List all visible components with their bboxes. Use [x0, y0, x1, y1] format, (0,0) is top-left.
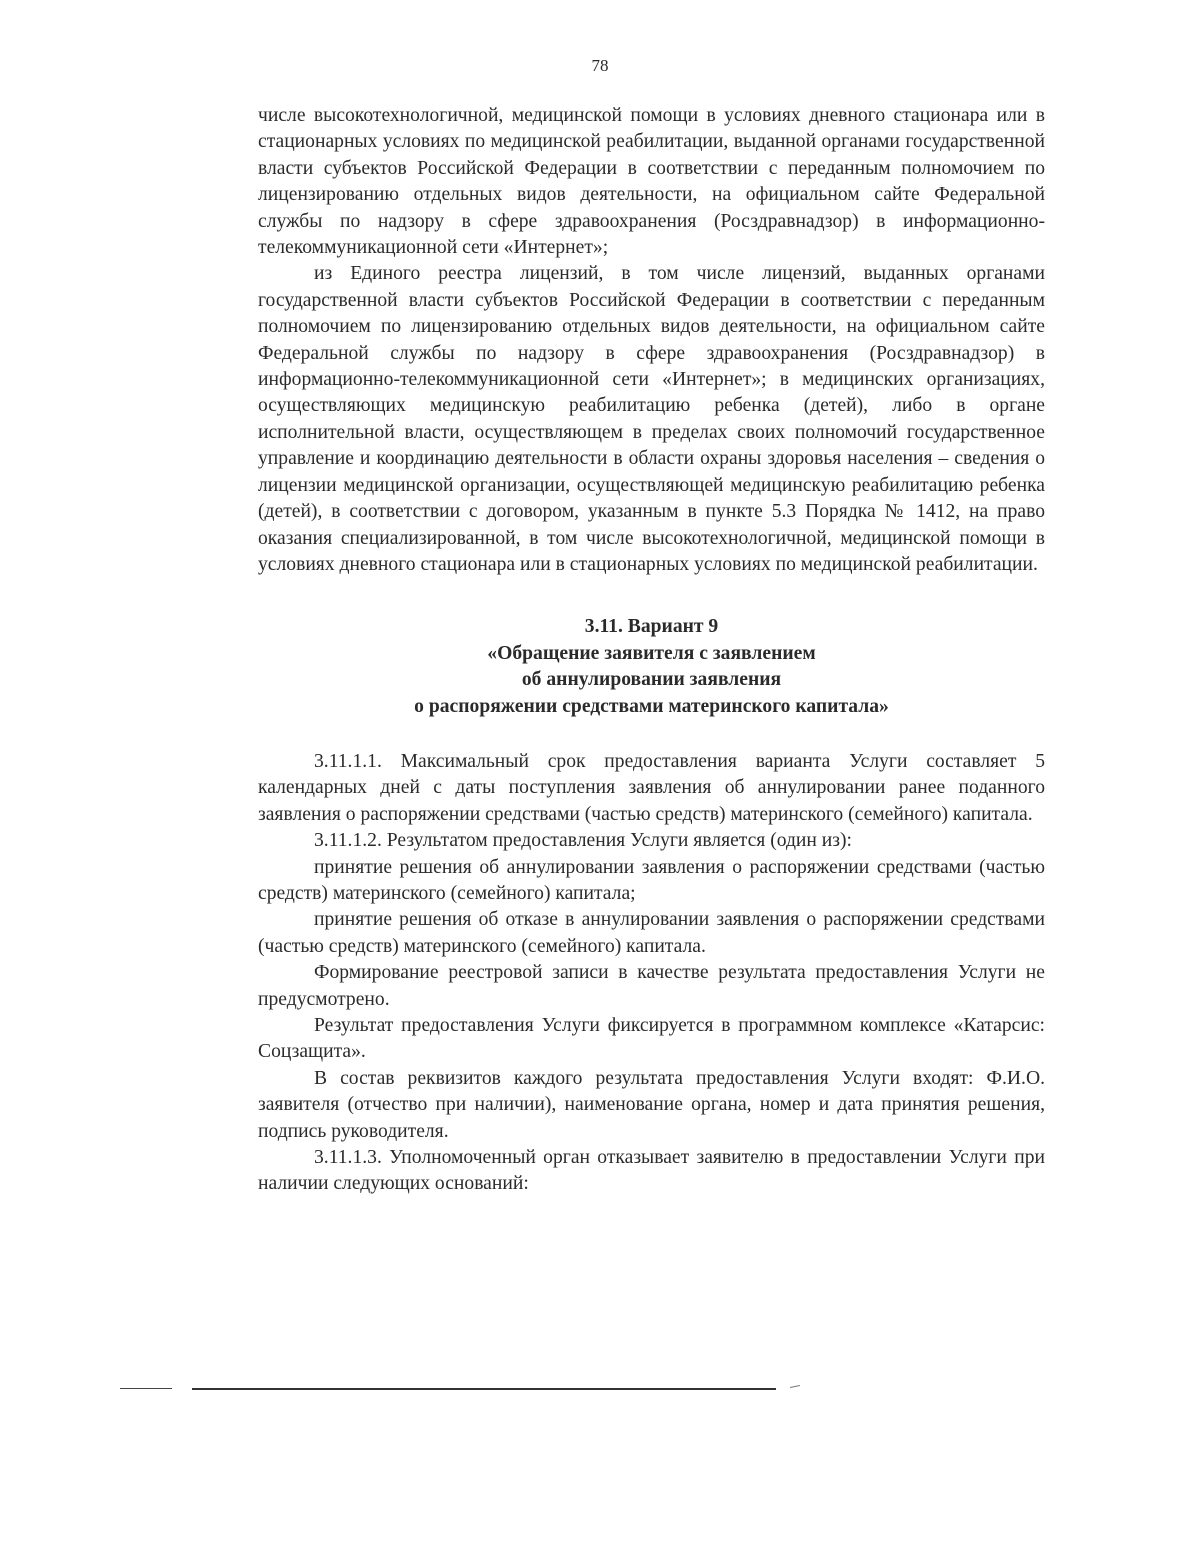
- paragraph-continued-license-sources: числе высокотехнологичной, медицинской помощи в условиях дневного стационара или в стационарных условиях по медицинской реабилитации, выданной органами государственной власти субъектов Российской Федерации в соответствии с переданным полномочием по лицензированию отдельных видов деятельности, на официальном сайте Федеральной службы по надзору в сфере здравоохранения (Росздравнадзор) в информационно-телекоммуникационной сети «Интернет»;: [258, 105, 1045, 259]
- paragraph-result-refusal: принятие решения об отказе в аннулировании заявления о распоряжении средствами (частью средств) материнского (семейного) капитала.: [258, 909, 1045, 957]
- paragraph-result-intro: 3.11.1.2. Результатом предоставления Услуги является (один из):: [314, 830, 852, 852]
- scan-rule-long: [192, 1388, 776, 1390]
- paragraph-software-complex: Результат предоставления Услуги фиксируется в программном комплексе «Катарсис: Соцзащита».: [258, 1015, 1045, 1063]
- paragraph-refusal-grounds: 3.11.1.3. Уполномоченный орган отказывает заявителю в предоставлении Услуги при наличии следующих оснований:: [258, 1147, 1045, 1195]
- section-heading-title-line-2: об аннулировании заявления: [521, 669, 782, 691]
- scan-rule-tick: [790, 1385, 800, 1388]
- section-heading: [258, 614, 1045, 720]
- paragraph-unified-license-registry: из Единого реестра лицензий, в том числе лицензий, выданных органами государственной власти субъектов Российской Федерации в соответствии с переданным полномочием по лицензированию отдельных видов деятельности, на официальном сайте Федеральной службы по надзору в сфере здравоохранения (Росздравнадзор) в информационно-телекоммуникационной сети «Интернет»; в медицинских организациях, осуществляющих медицинскую реабилитацию ребенка (детей), либо в органе исполнительной власти, осуществляющем в пределах своих полномочий государственное управление и координацию деятельности в области охраны здоровья населения – сведения о лицензии медицинской организации, осуществляющей медицинскую реабилитацию ребенка (детей), в соответствии с договором, указанным в пункте 5.3 Порядка № 1412, на право оказания специализированной, в том числе высокотехнологичной, медицинской помощи в условиях дневного стационара или в стационарных условиях по медицинской реабилитации.: [258, 263, 1045, 575]
- scan-rule-short: [120, 1388, 172, 1389]
- paragraph-result-requisites: В состав реквизитов каждого результата предоставления Услуги входят: Ф.И.О. заявителя (отчество при наличии), наименование органа, номер и дата принятия решения, подпись руководителя.: [258, 1067, 1045, 1142]
- section-heading-title-line-3: о распоряжении средствами материнского капитала»: [414, 695, 889, 717]
- section-heading-title-line-1: «Обращение заявителя с заявлением: [487, 642, 816, 664]
- section-heading-number: 3.11. Вариант 9: [584, 616, 719, 638]
- page-number: 78: [591, 56, 609, 75]
- paragraph-max-term: 3.11.1.1. Максимальный срок предоставления варианта Услуги составляет 5 календарных дней с даты поступления заявления об аннулировании ранее поданного заявления о распоряжении средствами (частью средств) материнского (семейного) капитала.: [258, 750, 1045, 825]
- paragraph-registry-record: Формирование реестровой записи в качестве результата предоставления Услуги не предусмотрено.: [258, 962, 1045, 1010]
- document-body: [258, 103, 1045, 1198]
- paragraph-result-annul: принятие решения об аннулировании заявления о распоряжении средствами (частью средств) материнского (семейного) капитала;: [258, 856, 1045, 904]
